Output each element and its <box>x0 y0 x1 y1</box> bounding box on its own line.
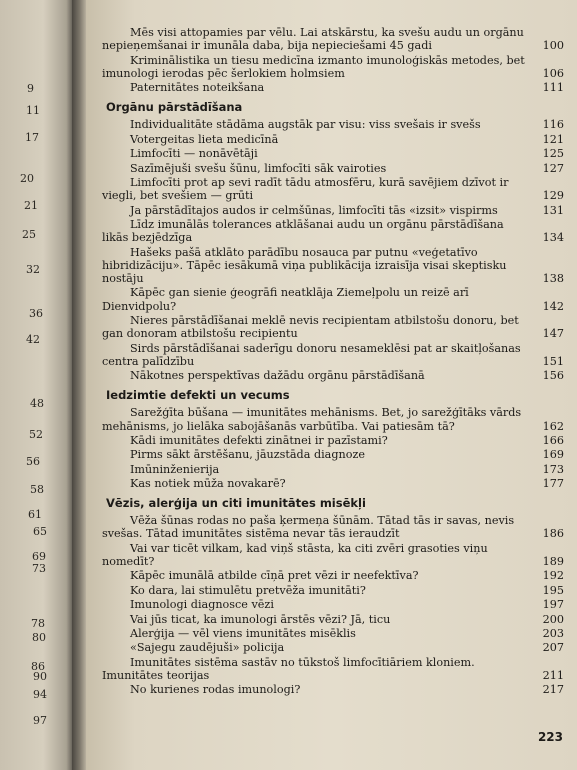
toc-entry-title: Kas notiek mūža novakarē? <box>130 477 286 491</box>
left-page-number: 25 <box>22 228 36 241</box>
toc-entry-page: 111 <box>542 81 564 95</box>
toc-entry-title: Sazīmējuši svešu šūnu, limfocīti sāk vairoties <box>130 161 387 175</box>
toc-entry-title: Līdz imunālās tolerances atklāšanai audu un orgānu pārstādīšana likās bezjēdzīga <box>102 217 504 245</box>
section-heading: Vēzis, alerģija un citi imunitātes misēkļi <box>106 496 366 511</box>
toc-entry <box>102 204 564 217</box>
toc-entry-title: Imūninženierija <box>130 462 220 476</box>
toc-entry-title: Mēs visi attopamies par vēlu. Lai atskārstu, ka svešu audu un orgānu nepieņemšanai ir imunāla daba, bija nepieciešami 45 gadi <box>102 26 524 53</box>
toc-entry-title: Kāpēc imunālā atbilde cīņā pret vēzi ir neefektīva? <box>130 569 419 583</box>
toc-entry-title: Paternitātes noteikšana <box>130 81 265 95</box>
toc-entry-page: 162 <box>542 419 564 433</box>
toc-entry-title: «Sajegu zaudējuši» policija <box>130 641 285 655</box>
toc-entry-title: Individualitāte stādāma augstāk par visu: viss svešais ir svešs <box>130 118 481 132</box>
toc-entry <box>102 434 564 447</box>
toc-entry <box>102 406 564 432</box>
left-page-number: 80 <box>32 631 46 644</box>
toc-entry <box>102 218 564 244</box>
toc-entry <box>102 514 564 540</box>
toc-entry <box>102 477 564 490</box>
left-page-number: 97 <box>33 714 47 727</box>
left-page-number: 21 <box>24 199 38 212</box>
left-page-number: 61 <box>28 508 42 521</box>
toc-entry-page: 186 <box>542 527 564 541</box>
toc-entry-page: 169 <box>542 448 564 462</box>
toc-entry <box>102 656 564 682</box>
toc-entry-title: Nākotnes perspektīvas dažādu orgānu pārstādīšanā <box>130 369 425 383</box>
section-heading: Orgānu pārstādīšana <box>106 100 243 115</box>
toc-entry-title: Vai var ticēt vilkam, kad viņš stāsta, ka citi zvēri grasoties viņu nomedīt? <box>102 541 488 569</box>
toc-entry-title: Kriminālistika un tiesu medicīna izmanto imunoloģiskās metodes, bet imunologi ierodas pēc šerlokiem holmsiem <box>102 53 525 80</box>
left-page-number: 73 <box>32 562 46 575</box>
toc-entry-page: 138 <box>542 271 564 285</box>
toc-entry-page: 116 <box>542 118 564 132</box>
toc-entry-title: Ja pārstādītajos audos ir celmšūnas, limfocīti tās «izsit» vispirms <box>130 203 498 217</box>
toc-entry <box>102 147 564 160</box>
toc-entry <box>102 598 564 611</box>
toc-entry-title: Imunitātes sistēma sastāv no tūkstoš limfocītiāriem kloniem. Imunitātes teorijas <box>102 655 475 683</box>
left-page-number: 69 <box>32 550 46 563</box>
toc-entry-page: 100 <box>542 39 564 53</box>
toc-entry-page: 197 <box>542 598 564 612</box>
toc-entry-title: Alerģija — vēl viens imunitātes misēklis <box>130 627 356 641</box>
toc-entry <box>102 162 564 175</box>
left-page-number: 42 <box>26 333 40 346</box>
toc-entry-page: 173 <box>542 462 564 476</box>
toc-entry-page: 142 <box>542 299 564 313</box>
toc-entry-page: 203 <box>542 627 564 641</box>
left-page-number: 32 <box>26 263 40 276</box>
left-page-number: 90 <box>33 670 47 683</box>
toc-entry-title: Limfocīti — nonāvētāji <box>130 147 258 161</box>
toc-entry-page: 189 <box>542 555 564 569</box>
toc-entry-page: 106 <box>542 66 564 80</box>
left-page-number: 11 <box>26 104 40 117</box>
toc-entry <box>102 369 564 382</box>
toc-entry-title: Vai jūs ticat, ka imunologi ārstēs vēzi? Jā, ticu <box>130 612 391 626</box>
toc-entry <box>102 342 564 368</box>
toc-entry <box>102 463 564 476</box>
toc-entry <box>102 176 564 202</box>
toc-entry-page: 127 <box>542 161 564 175</box>
left-page-number: 36 <box>29 307 43 320</box>
toc-entry <box>102 613 564 626</box>
left-page-number: 58 <box>30 483 44 496</box>
toc-entry-title: Limfocīti prot ap sevi radīt tādu atmosfēru, kurā savējiem dzīvot ir viegli, bet svešiem — grūti <box>102 175 509 203</box>
left-page-number: 48 <box>30 397 44 410</box>
toc-entry <box>102 448 564 461</box>
left-page-number: 9 <box>27 82 34 95</box>
toc-entry-title: Hašeks pašā atklāto parādību nosauca par putnu «veģetatīvo hibridizāciju». Tāpēc iesākumā viņa publikācija izraisīja visai skeptisku nostāju <box>102 245 507 285</box>
toc-entry-title: Kāpēc gan sienie ģeogrāfi neatklāja Ziemeļpolu un reizē arī Dienvidpolu? <box>102 286 469 313</box>
page-number: 223 <box>537 730 563 744</box>
left-page-number: 56 <box>26 455 40 468</box>
left-page-number: 65 <box>33 525 47 538</box>
toc-entry-page: 211 <box>542 669 564 683</box>
toc-entry <box>102 314 564 340</box>
toc-entry-title: Sirds pārstādīšanai saderīgu donoru nesameklēsi pat ar skaitļošanas centra palīdzību <box>102 341 521 368</box>
left-page-number: 20 <box>20 172 34 185</box>
toc-entry-page: 177 <box>542 477 564 491</box>
table-of-contents <box>102 26 564 698</box>
toc-entry <box>102 118 564 131</box>
toc-entry-title: Ko dara, lai stimulētu pretvēža imunitāti? <box>130 583 366 597</box>
toc-entry <box>102 542 564 568</box>
toc-entry <box>102 81 564 94</box>
toc-entry <box>102 627 564 640</box>
toc-entry-page: 156 <box>542 369 564 383</box>
toc-entry <box>102 54 564 80</box>
toc-entry <box>102 683 564 696</box>
toc-entry-title: Vēža šūnas rodas no paša ķermeņa šūnām. Tātad tās ir savas, nevis svešas. Tātad imunitātes sistēma nevar tās ieraudzīt <box>102 514 515 541</box>
left-page-number: 86 <box>31 660 45 673</box>
book-gutter <box>72 0 86 770</box>
right-page <box>86 0 577 770</box>
toc-entry-page: 125 <box>542 147 564 161</box>
toc-entry-page: 217 <box>542 683 564 697</box>
toc-entry-page: 131 <box>542 203 564 217</box>
toc-entry-page: 134 <box>542 231 564 245</box>
left-page-number: 94 <box>33 688 47 701</box>
toc-entry-title: Pirms sākt ārstēšanu, jāuzstāda diagnoze <box>130 448 365 462</box>
section-heading: Iedzimtie defekti un vecums <box>106 388 290 403</box>
toc-entry-title: Sarežģīta būšana — imunitātes mehānisms. Bet, jo sarežģītāks vārds mehānisms, jo lielāka sabojāšanās varbūtība. Vai patiesām tā? <box>102 406 522 433</box>
toc-entry <box>102 286 564 312</box>
toc-entry-page: 166 <box>542 433 564 447</box>
toc-entry-page: 195 <box>542 583 564 597</box>
toc-entry-page: 192 <box>542 569 564 583</box>
toc-entry-title: Imunologi diagnosce vēzi <box>130 598 274 612</box>
toc-entry <box>102 26 564 52</box>
toc-entry-page: 151 <box>542 354 564 368</box>
left-page-edge <box>0 0 72 770</box>
toc-entry-title: No kurienes rodas imunologi? <box>130 683 301 697</box>
toc-entry-page: 121 <box>542 132 564 146</box>
toc-entry-page: 129 <box>542 189 564 203</box>
toc-entry <box>102 133 564 146</box>
toc-entry <box>102 641 564 654</box>
toc-entry-page: 200 <box>542 612 564 626</box>
toc-entry <box>102 584 564 597</box>
toc-entry-title: Votergeitas lieta medicīnā <box>130 132 279 146</box>
left-page-number: 17 <box>25 131 39 144</box>
left-page-number: 78 <box>31 617 45 630</box>
toc-entry-title: Nieres pārstādīšanai meklē nevis recipientam atbilstošu donoru, bet gan donoram atbilstošu recipientu <box>102 313 519 341</box>
toc-entry-title: Kādi imunitātes defekti zinātnei ir pazīstami? <box>130 433 388 447</box>
left-page-number: 52 <box>29 428 43 441</box>
toc-entry-page: 207 <box>542 641 564 655</box>
toc-entry-page: 147 <box>542 327 564 341</box>
toc-entry <box>102 246 564 286</box>
toc-entry <box>102 569 564 582</box>
